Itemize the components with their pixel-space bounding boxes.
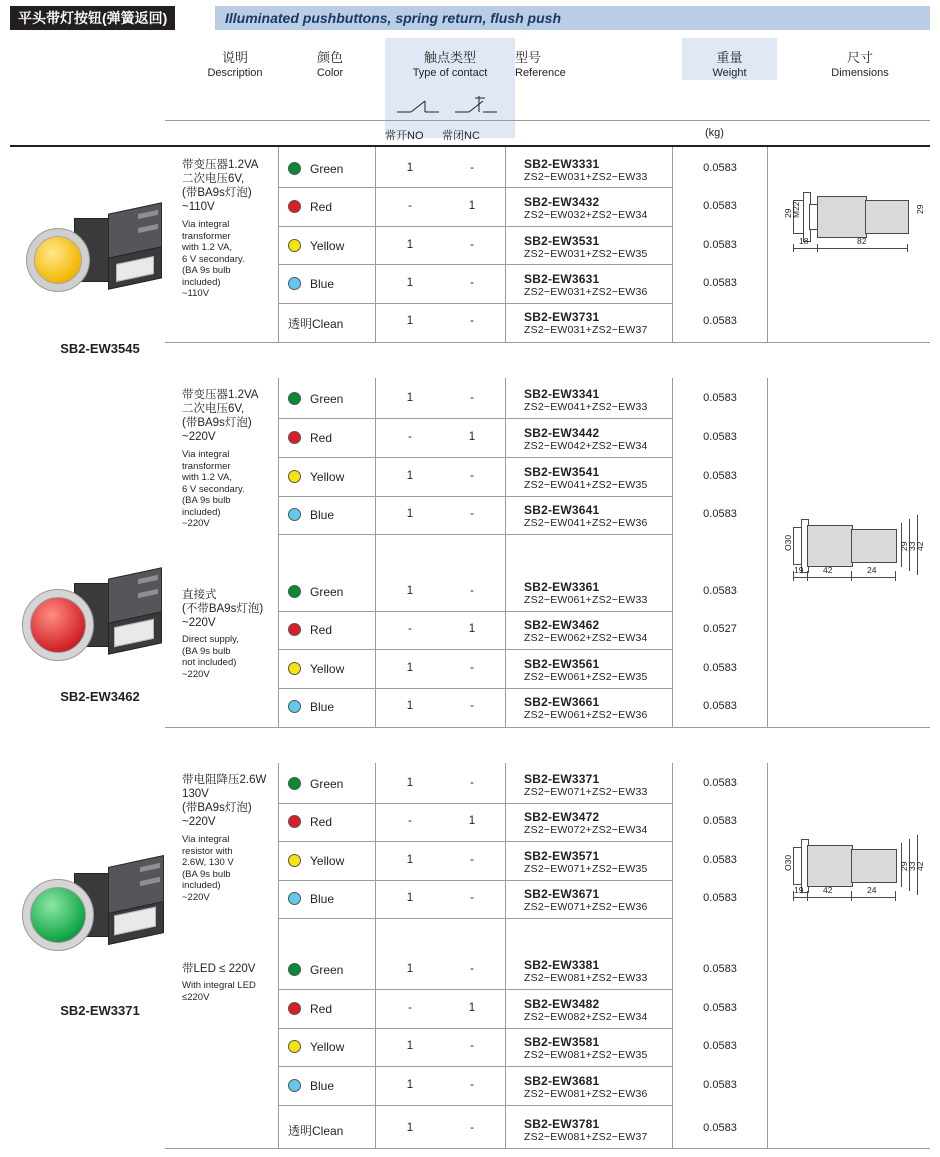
reference-main: SB2-EW3681 (524, 1074, 600, 1088)
contact-nc: - (470, 508, 474, 520)
vsep-e3 (767, 763, 768, 1149)
dim-label: O30 (783, 534, 793, 551)
reference-sub: ZS2−EW042+ZS2−EW34 (524, 440, 648, 452)
col-header-reference: 型号 Reference (515, 50, 566, 79)
product-photo-2 (12, 555, 212, 705)
vsep-b2 (375, 378, 376, 727)
dim-label: O30 (783, 854, 793, 871)
reference-main: SB2-EW3641 (524, 503, 600, 517)
contact-no: 1 (406, 1122, 414, 1134)
row-sep (278, 1105, 672, 1106)
contact-nc: - (470, 700, 474, 712)
reference-main: SB2-EW3432 (524, 195, 600, 209)
dim-label: 42 (823, 565, 833, 575)
dim-arrow (793, 897, 895, 898)
color-label: Yellow (310, 470, 345, 484)
reference-main: SB2-EW3561 (524, 657, 600, 671)
weight-value: 0.0583 (703, 585, 737, 597)
column-headers (10, 38, 930, 138)
row-sep (278, 457, 672, 458)
dim-label: 29 (915, 204, 925, 214)
reference-main: SB2-EW3781 (524, 1117, 600, 1131)
reference-sub: ZS2−EW031+ZS2−EW35 (524, 248, 648, 260)
contact-nc: - (470, 963, 474, 975)
vsep-a2 (278, 378, 279, 727)
reference-sub: ZS2−EW031+ZS2−EW33 (524, 171, 648, 183)
dim-arrow (793, 577, 895, 578)
contact-no: - (408, 623, 412, 635)
dim-label: 42 (823, 885, 833, 895)
dim-ext (851, 891, 852, 901)
vsep-d1 (672, 147, 673, 342)
reference-sub: ZS2−EW041+ZS2−EW33 (524, 401, 648, 413)
color-swatch-yellow (288, 854, 301, 867)
weight-value: 0.0583 (703, 777, 737, 789)
row-sep (278, 226, 672, 227)
dim-arrow (793, 248, 817, 249)
reference-sub: ZS2−EW071+ZS2−EW33 (524, 786, 648, 798)
dimension-drawing-3 (775, 825, 930, 915)
reference-main: SB2-EW3541 (524, 465, 600, 479)
contact-no: 1 (406, 854, 414, 866)
row-sep (278, 1028, 672, 1029)
reference-sub: ZS2−EW031+ZS2−EW36 (524, 286, 648, 298)
row-sep (278, 611, 672, 612)
row-sep (278, 418, 672, 419)
dim-label: 18 (799, 236, 809, 246)
color-swatch-yellow (288, 662, 301, 675)
reference-main: SB2-EW3482 (524, 997, 600, 1011)
reference-sub: ZS2−EW081+ZS2−EW36 (524, 1088, 648, 1100)
dim-body (851, 529, 897, 563)
color-label: Green (310, 777, 344, 791)
dim-label: 33 (907, 861, 917, 871)
dim-body (807, 845, 853, 887)
weight-value: 0.0583 (703, 854, 737, 866)
color-swatch-red (288, 200, 301, 213)
weight-value: 0.0583 (703, 162, 737, 174)
color-swatch-blue (288, 508, 301, 521)
row-sep (278, 989, 672, 990)
dim-label: 29 (899, 541, 909, 551)
color-swatch-green (288, 777, 301, 790)
section-sep-1 (165, 342, 930, 343)
vsep-b3 (375, 763, 376, 1149)
product-caption-1: SB2-EW3545 (60, 341, 140, 356)
color-swatch-blue (288, 1079, 301, 1092)
weight-value: 0.0583 (703, 1079, 737, 1091)
vsep-c2 (505, 378, 506, 727)
dim-ext (895, 571, 896, 581)
reference-main: SB2-EW3331 (524, 157, 600, 171)
dim-ext (807, 571, 808, 581)
color-swatch-red (288, 623, 301, 636)
dim-body (865, 200, 909, 234)
color-swatch-red (288, 431, 301, 444)
reference-main: SB2-EW3531 (524, 234, 600, 248)
row-sep (278, 880, 672, 881)
label-weight-unit: (kg) (705, 127, 724, 139)
contact-nc: - (470, 1040, 474, 1052)
color-swatch-red (288, 1002, 301, 1015)
color-label: Yellow (310, 854, 345, 868)
contact-nc: 1 (468, 1002, 476, 1014)
section-sep-3 (165, 1148, 930, 1149)
reference-main: SB2-EW3442 (524, 426, 600, 440)
label-nc: 常闭NC (442, 130, 480, 142)
button-lens-red (30, 597, 86, 653)
weight-value: 0.0583 (703, 1040, 737, 1052)
contact-nc: - (470, 470, 474, 482)
label-no: 常开NO (385, 130, 424, 142)
reference-sub: ZS2−EW031+ZS2−EW37 (524, 324, 648, 336)
color-label: Green (310, 162, 344, 176)
vsep-d3 (672, 763, 673, 1149)
color-label: Green (310, 392, 344, 406)
reference-sub: ZS2−EW072+ZS2−EW34 (524, 824, 648, 836)
reference-main: SB2-EW3371 (524, 772, 600, 786)
contact-nc: - (470, 585, 474, 597)
contact-no: 1 (406, 700, 414, 712)
contact-no: 1 (406, 277, 414, 289)
vsep-a1 (278, 147, 279, 342)
weight-value: 0.0583 (703, 470, 737, 482)
contact-no: 1 (406, 1079, 414, 1091)
row-sep (278, 496, 672, 497)
color-label: Red (310, 1002, 333, 1016)
button-lens-yellow (34, 236, 82, 284)
color-swatch-green (288, 963, 301, 976)
dim-arrow (817, 248, 907, 249)
color-swatch-red (288, 815, 301, 828)
dim-body (807, 525, 853, 567)
reference-sub: ZS2−EW061+ZS2−EW35 (524, 671, 648, 683)
weight-value: 0.0583 (703, 963, 737, 975)
contact-nc: - (470, 239, 474, 251)
dim-label: 42 (915, 541, 925, 551)
dim-label: 33 (907, 541, 917, 551)
product-caption-2: SB2-EW3462 (60, 689, 140, 704)
reference-sub: ZS2−EW061+ZS2−EW33 (524, 594, 648, 606)
dimension-drawing-2 (775, 505, 930, 595)
contact-nc: - (470, 854, 474, 866)
color-label: Red (310, 623, 333, 637)
group-description-3: 直接式 (不带BA9s灯泡) ~220V Direct supply, (BA 9s bulb not included) ~220V (182, 589, 264, 680)
color-label: Blue (310, 508, 335, 522)
reference-sub: ZS2−EW082+ZS2−EW34 (524, 1011, 648, 1023)
color-label: 透明Clean (288, 317, 344, 331)
product-photo-3 (12, 845, 212, 995)
col-header-contact: 触点类型 Type of contact (412, 50, 488, 79)
contact-nc: - (470, 1079, 474, 1091)
color-swatch-yellow (288, 470, 301, 483)
color-label: Red (310, 431, 333, 445)
color-label: Blue (310, 892, 335, 906)
dim-label: M22 (791, 201, 801, 218)
color-label: Red (310, 200, 333, 214)
row-sep (278, 187, 672, 188)
vsep-e2 (767, 378, 768, 727)
row-sep (278, 303, 672, 304)
color-label: Yellow (310, 662, 345, 676)
contact-nc: - (470, 662, 474, 674)
contact-no: - (408, 431, 412, 443)
contact-no: 1 (406, 662, 414, 674)
dim-label: 42 (915, 861, 925, 871)
color-label: Blue (310, 277, 335, 291)
contact-nc: - (470, 392, 474, 404)
weight-value: 0.0527 (703, 623, 737, 635)
dim-ext (807, 891, 808, 901)
contact-no: 1 (406, 892, 414, 904)
weight-value: 0.0583 (703, 662, 737, 674)
col-header-dimensions: 尺寸 Dimensions (831, 50, 889, 79)
reference-sub: ZS2−EW061+ZS2−EW36 (524, 709, 648, 721)
reference-sub: ZS2−EW071+ZS2−EW35 (524, 863, 648, 875)
dim-label: 24 (867, 565, 877, 575)
color-swatch-green (288, 162, 301, 175)
reference-main: SB2-EW3381 (524, 958, 600, 972)
contact-nc: - (470, 277, 474, 289)
group-description-5: 带LED ≤ 220V With integral LED ≤220V (182, 963, 256, 1003)
dim-label: 29 (899, 861, 909, 871)
reference-main: SB2-EW3661 (524, 695, 600, 709)
contact-nc: - (470, 1122, 474, 1134)
dim-ext (907, 244, 908, 252)
weight-value: 0.0583 (703, 239, 737, 251)
color-swatch-green (288, 392, 301, 405)
col-header-weight: 重量 Weight (712, 50, 747, 79)
color-label: 透明Clean (288, 1124, 344, 1138)
contact-no: - (408, 200, 412, 212)
row-sep (278, 841, 672, 842)
contact-no: - (408, 815, 412, 827)
contact-nc: 1 (468, 623, 476, 635)
reference-sub: ZS2−EW081+ZS2−EW33 (524, 972, 648, 984)
weight-value: 0.0583 (703, 392, 737, 404)
reference-main: SB2-EW3472 (524, 810, 600, 824)
weight-value: 0.0583 (703, 815, 737, 827)
vsep-c1 (505, 147, 506, 342)
contact-no: 1 (406, 963, 414, 975)
row-sep (278, 688, 672, 689)
reference-main: SB2-EW3361 (524, 580, 600, 594)
contact-no: - (408, 1002, 412, 1014)
contact-no: 1 (406, 585, 414, 597)
weight-value: 0.0583 (703, 200, 737, 212)
contact-no: 1 (406, 239, 414, 251)
dim-ext (851, 571, 852, 581)
product-caption-3: SB2-EW3371 (60, 1003, 140, 1018)
weight-value: 0.0583 (703, 315, 737, 327)
contact-no: 1 (406, 315, 414, 327)
dim-label: 29 (783, 208, 793, 218)
row-sep (278, 1066, 672, 1067)
vsep-a3 (278, 763, 279, 1149)
section-sep-2 (165, 727, 930, 728)
color-label: Yellow (310, 239, 345, 253)
row-sep (278, 649, 672, 650)
reference-main: SB2-EW3462 (524, 618, 600, 632)
header-divider-top (165, 120, 930, 121)
weight-value: 0.0583 (703, 1002, 737, 1014)
dim-label: 82 (857, 236, 867, 246)
dim-label: 19 (794, 565, 804, 575)
contact-no: 1 (406, 470, 414, 482)
weight-value: 0.0583 (703, 508, 737, 520)
header-title-en: Illuminated pushbuttons, spring return, flush push (215, 6, 930, 30)
col-header-color: 颜色 Color (316, 50, 344, 79)
product-photo-1 (12, 190, 212, 340)
group-description-4: 带电阻降压2.6W 130V (带BA9s灯泡) ~220V Via integral resistor with 2.6W, 130 V (BA 9s bulb included) ~220V (182, 774, 267, 903)
color-swatch-yellow (288, 1040, 301, 1053)
color-swatch-green (288, 585, 301, 598)
contact-nc: 1 (468, 200, 476, 212)
weight-value: 0.0583 (703, 431, 737, 443)
color-swatch-blue (288, 277, 301, 290)
group-sep (278, 918, 672, 919)
header-divider-bottom (10, 145, 930, 147)
weight-value: 0.0583 (703, 892, 737, 904)
reference-sub: ZS2−EW041+ZS2−EW35 (524, 479, 648, 491)
row-sep (278, 264, 672, 265)
color-swatch-yellow (288, 239, 301, 252)
reference-main: SB2-EW3671 (524, 887, 600, 901)
dim-body (817, 196, 867, 238)
dim-body (851, 849, 897, 883)
vsep-e1 (767, 147, 768, 342)
page-header (10, 6, 930, 30)
color-swatch-blue (288, 700, 301, 713)
vsep-c3 (505, 763, 506, 1149)
contact-symbol-icons (395, 90, 510, 120)
contact-no: 1 (406, 162, 414, 174)
dimension-drawing-1 (775, 178, 930, 258)
reference-sub: ZS2−EW032+ZS2−EW34 (524, 209, 648, 221)
contact-nc: - (470, 162, 474, 174)
row-sep (278, 803, 672, 804)
reference-main: SB2-EW3571 (524, 849, 600, 863)
reference-sub: ZS2−EW081+ZS2−EW37 (524, 1131, 648, 1143)
color-label: Green (310, 963, 344, 977)
button-lens-green (30, 887, 86, 943)
contact-no: 1 (406, 1040, 414, 1052)
weight-value: 0.0583 (703, 700, 737, 712)
reference-main: SB2-EW3731 (524, 310, 600, 324)
dim-ext (895, 891, 896, 901)
group-description-2: 带变压器1.2VA 二次电压6V, (带BA9s灯泡) ~220V Via integral transformer with 1.2 VA, 6 V secondary. (BA 9s bulb included) ~220V (182, 389, 259, 529)
reference-main: SB2-EW3581 (524, 1035, 600, 1049)
col-header-description: 说明 Description (207, 50, 263, 79)
color-swatch-blue (288, 892, 301, 905)
color-label: Green (310, 585, 344, 599)
vsep-b1 (375, 147, 376, 342)
color-label: Yellow (310, 1040, 345, 1054)
contact-no: 1 (406, 392, 414, 404)
color-label: Blue (310, 700, 335, 714)
reference-sub: ZS2−EW081+ZS2−EW35 (524, 1049, 648, 1061)
reference-main: SB2-EW3631 (524, 272, 600, 286)
color-label: Blue (310, 1079, 335, 1093)
vsep-d2 (672, 378, 673, 727)
header-title-cn: 平头带灯按钮(弹簧返回) (10, 6, 175, 30)
contact-nc: - (470, 892, 474, 904)
contact-no: 1 (406, 508, 414, 520)
contact-nc: - (470, 777, 474, 789)
weight-value: 0.0583 (703, 277, 737, 289)
reference-sub: ZS2−EW071+ZS2−EW36 (524, 901, 648, 913)
dim-label: 19 (794, 885, 804, 895)
contact-nc: 1 (468, 431, 476, 443)
reference-sub: ZS2−EW041+ZS2−EW36 (524, 517, 648, 529)
color-label: Red (310, 815, 333, 829)
contact-nc: 1 (468, 815, 476, 827)
reference-main: SB2-EW3341 (524, 387, 600, 401)
dim-label: 24 (867, 885, 877, 895)
weight-value: 0.0583 (703, 1122, 737, 1134)
group-description-1: 带变压器1.2VA 二次电压6V, (带BA9s灯泡) ~110V Via integral transformer with 1.2 VA, 6 V secondary. (BA 9s bulb included) ~110V (182, 159, 259, 299)
contact-nc: - (470, 315, 474, 327)
group-sep (278, 534, 672, 535)
reference-sub: ZS2−EW062+ZS2−EW34 (524, 632, 648, 644)
contact-no: 1 (406, 777, 414, 789)
